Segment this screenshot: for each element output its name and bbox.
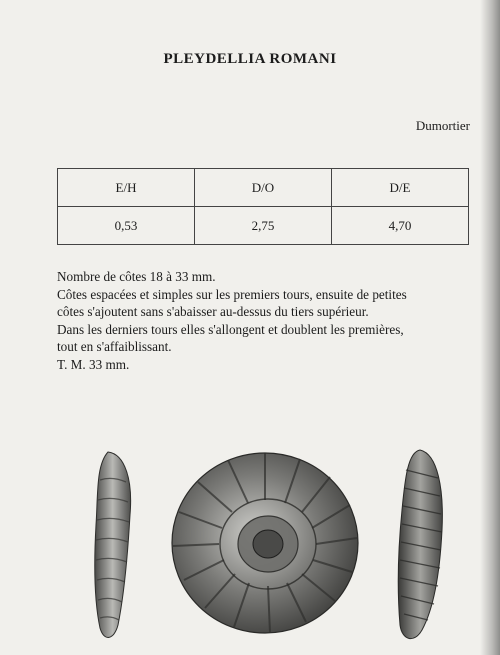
- ammonite-ventral-view: [398, 450, 442, 639]
- page-title: PLEYDELLIA ROMANI: [163, 51, 337, 67]
- author-name: Dumortier: [415, 118, 470, 133]
- ratio-table: [57, 168, 469, 245]
- description-line: tout en s'affaiblissant.: [57, 339, 172, 354]
- table-header-cell: E/H: [58, 169, 195, 207]
- table-header-cell: D/E: [332, 169, 469, 207]
- table-cell: 4,70: [332, 207, 469, 245]
- ammonite-side-view: [95, 452, 131, 637]
- description-line: T. M. 33 mm.: [57, 356, 130, 372]
- description-block: [57, 268, 477, 373]
- description-line: côtes s'ajoutent sans s'abaisser au-dessus du tiers supérieur.: [57, 304, 369, 319]
- table-header-row: [58, 169, 469, 207]
- table-cell: 0,53: [58, 207, 195, 245]
- description-line: Dans les derniers tours elles s'allongent et doublent les premières,: [57, 321, 404, 337]
- description-line: Nombre de côtes 18 à 33 mm.: [57, 269, 216, 284]
- description-line: Côtes espacées et simples sur les premiers tours, ensuite de petites: [57, 286, 407, 302]
- ammonite-front-view: [172, 453, 358, 633]
- table-header-cell: D/O: [195, 169, 332, 207]
- table-row: [58, 207, 469, 245]
- fossil-figures: [0, 440, 500, 645]
- table-cell: 2,75: [195, 207, 332, 245]
